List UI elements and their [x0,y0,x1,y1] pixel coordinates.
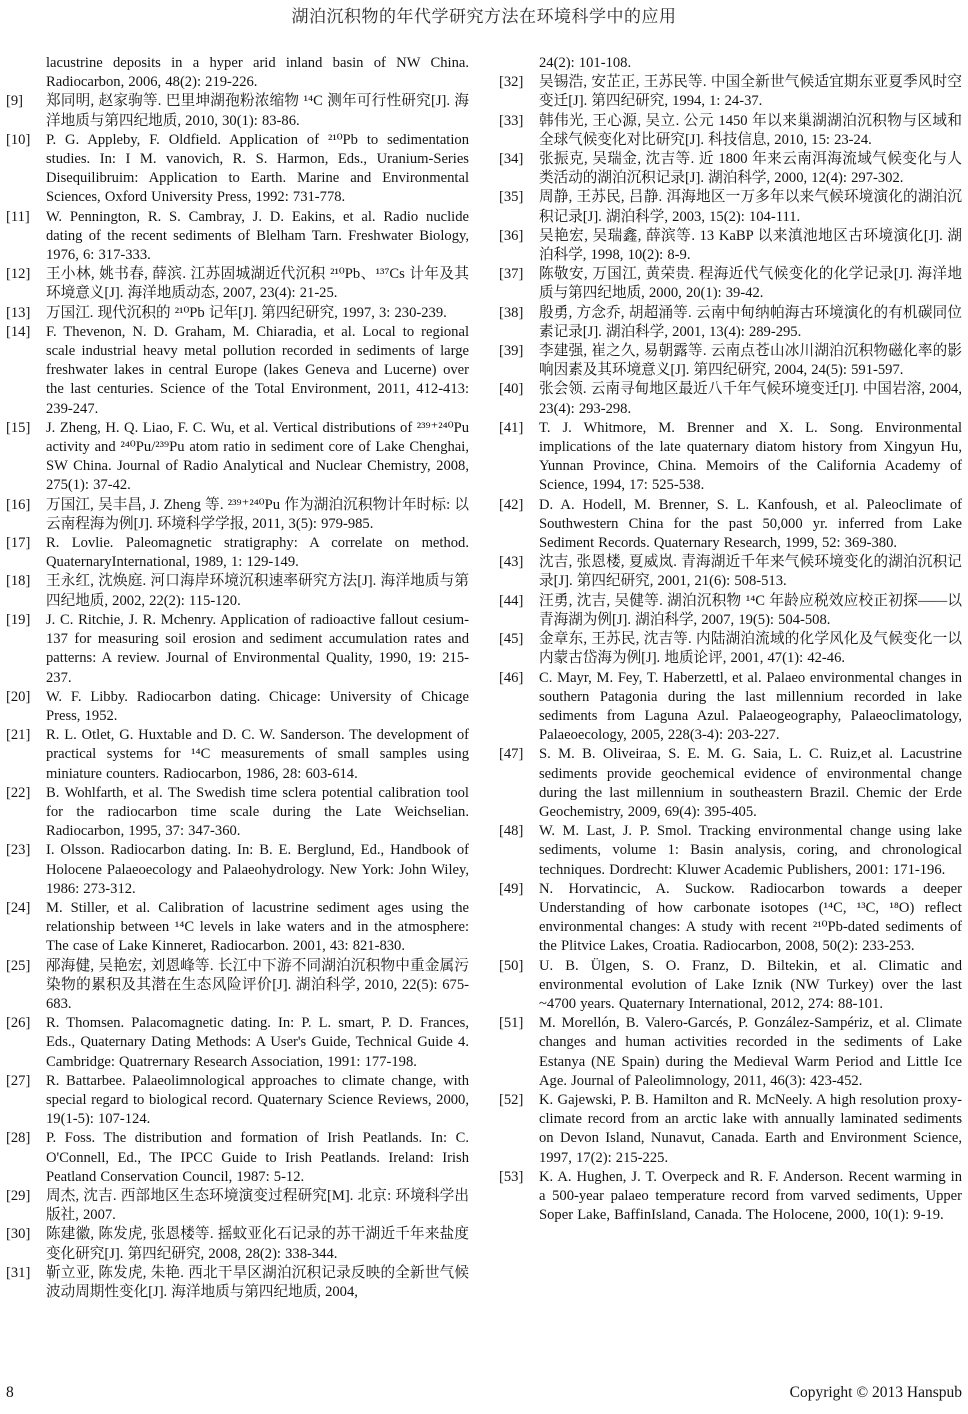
reference-number: [36] [499,227,524,244]
reference-item [499,419,962,496]
references-left-column [6,54,469,1384]
reference-number: [11] [6,208,30,225]
reference-number: [43] [499,554,524,571]
reference-item [6,1129,469,1187]
reference-text: 周静, 王苏民, 吕静. 洱海地区一万多年以来气候环境演化的湖泊沉积记录[J]. 湖泊科学, 2003, 15(2): 104-111. [539,189,962,225]
reference-number: [46] [499,669,524,686]
reference-item [499,553,962,591]
reference-number: [45] [499,631,524,648]
reference-number: [39] [499,343,524,360]
reference-text: W. M. Last, J. P. Smol. Tracking environmental change using lake sediments, volume 1: Basin analysis, coring, and chronological techniques. Dordrecht: Kluwer Academic Publishers, 2001: 171-196. [539,823,962,878]
page-title: 湖泊沉积物的年代学研究方法在环境科学中的应用 [291,7,677,26]
reference-number [499,54,539,73]
reference-number: [37] [499,266,524,283]
reference-text: 王永红, 沈焕庭. 河口海岸环境沉积速率研究方法[J]. 海洋地质与第四纪地质, 2002, 22(2): 115-120. [46,573,469,609]
reference-item [6,92,469,130]
reference-text: R. Thomsen. Palacomagnetic dating. In: P. L. smart, P. D. Frances, Eds., Quaternary Dating Methods: A User's Guide, Technical Guide 4. Cambridge: Quatrernary Research Association, 1991: 177-198. [46,1015,469,1070]
reference-number: [29] [6,1187,31,1204]
reference-item [499,496,962,554]
reference-item [6,419,469,496]
reference-number [6,54,46,92]
reference-number: [51] [499,1015,524,1032]
reference-item [6,899,469,957]
reference-text: P. G. Appleby, F. Oldfield. Application of ²¹⁰Pb to sedimentation studies. In: I M. vanovich, R. S. Harmon, Eds., Uranium-Series Disequilibruim: Application to Earth. Marine and Environmental Sciences, Oxford University Press, 1992: 731-778. [46,131,469,206]
reference-item [499,822,962,880]
reference-number: [52] [499,1091,524,1108]
reference-item [6,1072,469,1130]
reference-item [499,73,962,111]
reference-item [6,1014,469,1072]
reference-item [499,669,962,746]
reference-number: [25] [6,957,31,974]
reference-text: S. M. B. Oliveiraa, S. E. M. G. Saia, L. C. Ruiz,et al. Lacustrine sediments provide geochemical evidence of environmental change during the last millennium in southeastern Brazil. Chemic der Erde Geochemistry, 2009, 69(4): 395-405. [539,746,962,820]
reference-text: N. Horvatincic, A. Suckow. Radiocarbon towards a deeper Understanding of how carbonate isotopes (¹⁴C, ¹³C, ¹⁸O) reflect environmental changes: A study with recent ²¹⁰Pb-dated sediments of the Plitvice Lakes, Croatia. Radiocarbon, 2008, 50(2): 233-253. [539,880,962,955]
copyright-text: Copyright © 2013 Hanspub [789,1384,962,1401]
reference-item [6,534,469,572]
reference-item [499,1014,962,1091]
reference-item [499,304,962,342]
reference-number: [28] [6,1130,31,1147]
reference-text: R. Battarbee. Palaeolimnological approaches to climate change, with special regard to biological record. Quaternary Science Reviews, 2000, 19(1-5): 107-124. [46,1072,469,1128]
reference-number: [41] [499,419,524,436]
reference-item [499,265,962,303]
reference-number: [30] [6,1226,31,1243]
reference-number: [15] [6,419,31,436]
reference-text: F. Thevenon, N. D. Graham, M. Chiaradia, et al. Local to regional scale industrial heavy metal pollution recorded in sediments of large freshwater lakes in central Europe (lakes Geneva and Lucerne) over the last centuries. Science of the Total Environment, 2011, 412-413: 239-247. [46,323,469,417]
reference-text: 陈敬安, 万国江, 黄荣贵. 程海近代气候变化的化学记录[J]. 海洋地质与第四纪地质, 2000, 20(1): 39-42. [539,266,962,302]
reference-text: T. J. Whitmore, M. Brenner and X. L. Song. Environmental implications of the late quaternary diatom history from Xingyun Hu, Yunnan Province, China. Memoirs of the California Academy of Science, 1994, 17: 525-538. [539,419,962,494]
reference-text: 王小林, 姚书春, 薛滨. 江苏固城湖近代沉积 ²¹⁰Pb、¹³⁷Cs 计年及其环境意义[J]. 海洋地质动态, 2007, 23(4): 21-25. [46,266,469,302]
reference-text: W. Pennington, R. S. Cambray, J. D. Eakins, et al. Radio nuclide dating of the recent sediments of Blelham Tarn. Freshwater Biology, 1976, 6: 317-333. [46,208,469,264]
reference-text: J. Zheng, H. Q. Liao, F. C. Wu, et al. Vertical distributions of ²³⁹⁺²⁴⁰Pu activity and ²⁴⁰Pu/²³⁹Pu atom ratio in sediment core of Lake Chenghai, SW China. Journal of Radio Analytical and Nuclear Chemistry, 2008, 275(1): 37-42. [46,419,469,494]
reference-item [499,54,962,73]
reference-item [499,342,962,380]
reference-item [499,188,962,226]
reference-text: B. Wohlfarth, et al. The Swedish time sclera potential calibration tool for the radiocarbon time scale during the Late Weichselian. Radiocarbon, 1995, 37: 347-360. [46,784,469,840]
reference-item [6,611,469,688]
reference-number: [14] [6,323,31,340]
reference-text: M. Morellón, B. Valero-Garcés, P. González-Sampériz, et al. Climate changes and human activities recorded in the sediments of Lake Estanya (NE Spain) during the Medieval Warm Period and Little Ice Age. Journal of Paleolimnology, 2011, 46(3): 423-452. [539,1015,962,1089]
reference-text: 靳立亚, 陈发虎, 朱艳. 西北干旱区湖泊沉积记录反映的全新世气候波动周期性变化[J]. 海洋地质与第四纪地质, 2004, [46,1264,469,1300]
reference-number: [34] [499,151,524,168]
reference-text: 张会领. 云南寻甸地区最近八千年气候环境变迁[J]. 中国岩溶, 2004, 23(4): 293-298. [539,381,962,417]
reference-number: [42] [499,496,524,513]
reference-text: K. Gajewski, P. B. Hamilton and R. McNeely. A high resolution proxy-climate record from an arctic lake with annually laminated sediments on Devon Island, Nunavut, Canada. Earth and Environment Science, 1997, 17(2): 215-225. [539,1091,962,1166]
reference-number: [9] [6,93,24,110]
reference-number: [13] [6,304,31,321]
reference-item [6,1225,469,1263]
reference-text: R. Lovlie. Paleomagnetic stratigraphy: A correlate on method. QuaternaryInternational, 1989, 1: 129-149. [46,535,469,571]
reference-text: K. A. Hughen, J. T. Overpeck and R. F. Anderson. Recent warming in a 500-year palaeo temperature record from varved sediments, Upper Soper Lake, BaffinIsland, Canada. The Holocene, 2000, 10(1): 9-19. [539,1168,962,1224]
reference-item [6,841,469,899]
page-footer [6,1384,962,1402]
page-number: 8 [6,1384,14,1401]
reference-text: R. L. Otlet, G. Huxtable and D. C. W. Sanderson. The development of practical systems for ¹⁴C measurements of small samples using miniature counters. Radiocarbon, 1986, 28: 603-614. [46,727,469,782]
reference-text: I. Olsson. Radiocarbon dating. In: B. E. Berglund, Ed., Handbook of Holocene Palaeoecology and Palaeohydrology. New York: John Wiley, 1986: 273-312. [46,842,469,897]
reference-item [6,304,469,323]
reference-item [6,784,469,842]
reference-item [499,592,962,630]
reference-text: J. C. Ritchie, J. R. Mchenry. Application of radioactive fallout cesium-137 for measuring soil erosion and sediment accumulation rates and patterns: A review. Journal of Environmental Quality, 1990, 19: 215-237. [46,611,469,686]
reference-item [499,745,962,822]
reference-number: [10] [6,131,31,148]
reference-item [6,131,469,208]
reference-number: [12] [6,266,31,283]
reference-item [6,54,469,92]
reference-number: [47] [499,746,524,763]
reference-item [499,957,962,1015]
reference-number: [38] [499,304,524,321]
reference-item [6,1187,469,1225]
reference-number: [21] [6,727,31,744]
reference-text: C. Mayr, M. Fey, T. Haberzettl, et al. Palaeo environmental changes in southern Patagonia during the last millennium recorded in lake sediments from Laguna Azul. Palaeogeography, Palaeoclimatology, Palaeoecology, 2005, 228(3-4): 203-227. [539,669,962,744]
reference-text: 吴锡浩, 安芷正, 王苏民等. 中国全新世气候适宜期东亚夏季风时空变迁[J]. 第四纪研究, 1994, 1: 24-37. [539,74,962,110]
reference-text: 张振克, 吴瑞金, 沈吉等. 近 1800 年来云南洱海流域气候变化与人类活动的湖泊沉积记录[J]. 湖泊科学, 2000, 12(4): 297-302. [539,151,962,187]
reference-item [6,496,469,534]
reference-number: [40] [499,381,524,398]
reference-text: D. A. Hodell, M. Brenner, S. L. Kanfoush, et al. Paleoclimate of Southwestern China for the past 50,000 yr. inferred from Lake Sediment Records. Quaternary Research, 1999, 52: 369-380. [539,496,962,552]
reference-item [6,726,469,784]
references-right-column [499,54,962,1384]
reference-text: 李建强, 崔之久, 易朝露等. 云南点苍山冰川湖泊沉积物磁化率的影响因素及其环境意义[J]. 第四纪研究, 2004, 24(5): 591-597. [539,343,962,379]
reference-item [499,630,962,668]
reference-text: 沈吉, 张恩楼, 夏威岚. 青海湖近千年来气候环境变化的湖泊沉积记录[J]. 第四纪研究, 2001, 21(6): 508-513. [539,554,962,590]
reference-number: [22] [6,784,31,801]
reference-number: [27] [6,1072,31,1089]
reference-item [499,112,962,150]
reference-number: [19] [6,611,31,628]
reference-item [499,380,962,418]
reference-number: [16] [6,496,31,513]
reference-text: P. Foss. The distribution and formation of Irish Peatlands. In: C. O'Connell, Ed., The IPCC Guide to Irish Peatlands. Ireland: Irish Peatland Conservation Council, 1987: 5-12. [46,1130,469,1185]
reference-text: 周杰, 沈吉. 西部地区生态环境演变过程研究[M]. 北京: 环境科学出版社, 2007. [46,1187,469,1224]
references-section [6,54,962,1384]
reference-text: lacustrine deposits in a hyper arid inland basin of NW China. Radiocarbon, 2006, 48(2): 219-226. [46,55,469,91]
reference-item [6,572,469,610]
reference-item [499,227,962,265]
reference-item [499,1091,962,1168]
reference-text: 殷勇, 方念乔, 胡超涌等. 云南中甸纳帕海古环境演化的有机碳同位素记录[J]. 湖泊科学, 2001, 13(4): 289-295. [539,304,962,340]
reference-text: 陈建徽, 陈发虎, 张恩楼等. 摇蚊亚化石记录的苏干湖近千年来盐度变化研究[J]. 第四纪研究, 2008, 28(2): 338-344. [46,1226,469,1262]
reference-number: [23] [6,842,31,859]
reference-number: [17] [6,535,31,552]
reference-number: [24] [6,899,31,916]
reference-number: [44] [499,592,524,609]
reference-number: [26] [6,1015,31,1032]
reference-text: W. F. Libby. Radiocarbon dating. Chicage: University of Chicage Press, 1952. [46,688,469,724]
reference-text: 韩伟光, 王心源, 吴立. 公元 1450 年以来巢湖湖泊沉积物与区域和全球气候变化对比研究[J]. 科技信息, 2010, 15: 23-24. [539,112,962,148]
reference-text: 汪勇, 沈吉, 吴健等. 湖泊沉积物 ¹⁴C 年龄应税效应校正初探——以青海湖为例[J]. 湖泊科学, 2007, 19(5): 504-508. [539,592,962,628]
reference-item [499,880,962,957]
reference-number: [48] [499,823,524,840]
reference-text: 邴海健, 吴艳宏, 刘恩峰等. 长江中下游不同湖泊沉积物中重金属污染物的累积及其潜在生态风险评价[J]. 湖泊科学, 2010, 22(5): 675-683. [46,957,469,1012]
reference-text: 万国江. 现代沉积的 ²¹⁰Pb 记年[J]. 第四纪研究, 1997, 3: 230-239. [46,304,447,321]
reference-item [499,150,962,188]
reference-item [6,208,469,266]
reference-text: 吴艳宏, 吴瑞鑫, 薛滨等. 13 KaBP 以来滇池地区古环境演化[J]. 湖泊科学, 1998, 10(2): 8-9. [539,227,962,264]
reference-number: [31] [6,1264,31,1281]
reference-text: 郑同明, 赵家驹等. 巴里坤湖孢粉浓缩物 ¹⁴C 测年可行性研究[J]. 海洋地质与第四纪地质, 2010, 30(1): 83-86. [46,93,469,129]
reference-text: 24(2): 101-108. [539,55,632,71]
reference-text: U. B. Ülgen, S. O. Franz, D. Biltekin, et al. Climatic and environmental evolution of Lake Iznik (NW Turkey) over the last ~4700 years. Quaternary International, 2012, 274: 88-101. [539,957,962,1012]
reference-item [499,1168,962,1226]
reference-text: 金章东, 王苏民, 沈吉等. 内陆湖泊流域的化学风化及气候变化一以内蒙古岱海为例[J]. 地质论评, 2001, 47(1): 42-46. [539,631,962,667]
reference-number: [50] [499,957,524,974]
reference-item [6,688,469,726]
reference-number: [33] [499,112,524,129]
reference-item [6,1264,469,1302]
reference-item [6,957,469,1015]
reference-text: 万国江, 吴丰昌, J. Zheng 等. ²³⁹⁺²⁴⁰Pu 作为湖泊沉积物计年时标: 以云南程海为例[J]. 环境科学学报, 2011, 3(5): 979-985. [46,496,469,532]
reference-item [6,323,469,419]
reference-text: M. Stiller, et al. Calibration of lacustrine sediment ages using the relationship between ¹⁴C levels in lake waters and in the atmosphere: The case of Lake Kinneret, Radiocarbon. 2001, 43: 821-830. [46,899,469,955]
reference-number: [18] [6,573,31,590]
reference-number: [49] [499,880,524,897]
reference-number: [53] [499,1168,524,1185]
reference-number: [20] [6,688,31,705]
reference-number: [32] [499,74,524,91]
reference-number: [35] [499,189,524,206]
reference-item [6,265,469,303]
